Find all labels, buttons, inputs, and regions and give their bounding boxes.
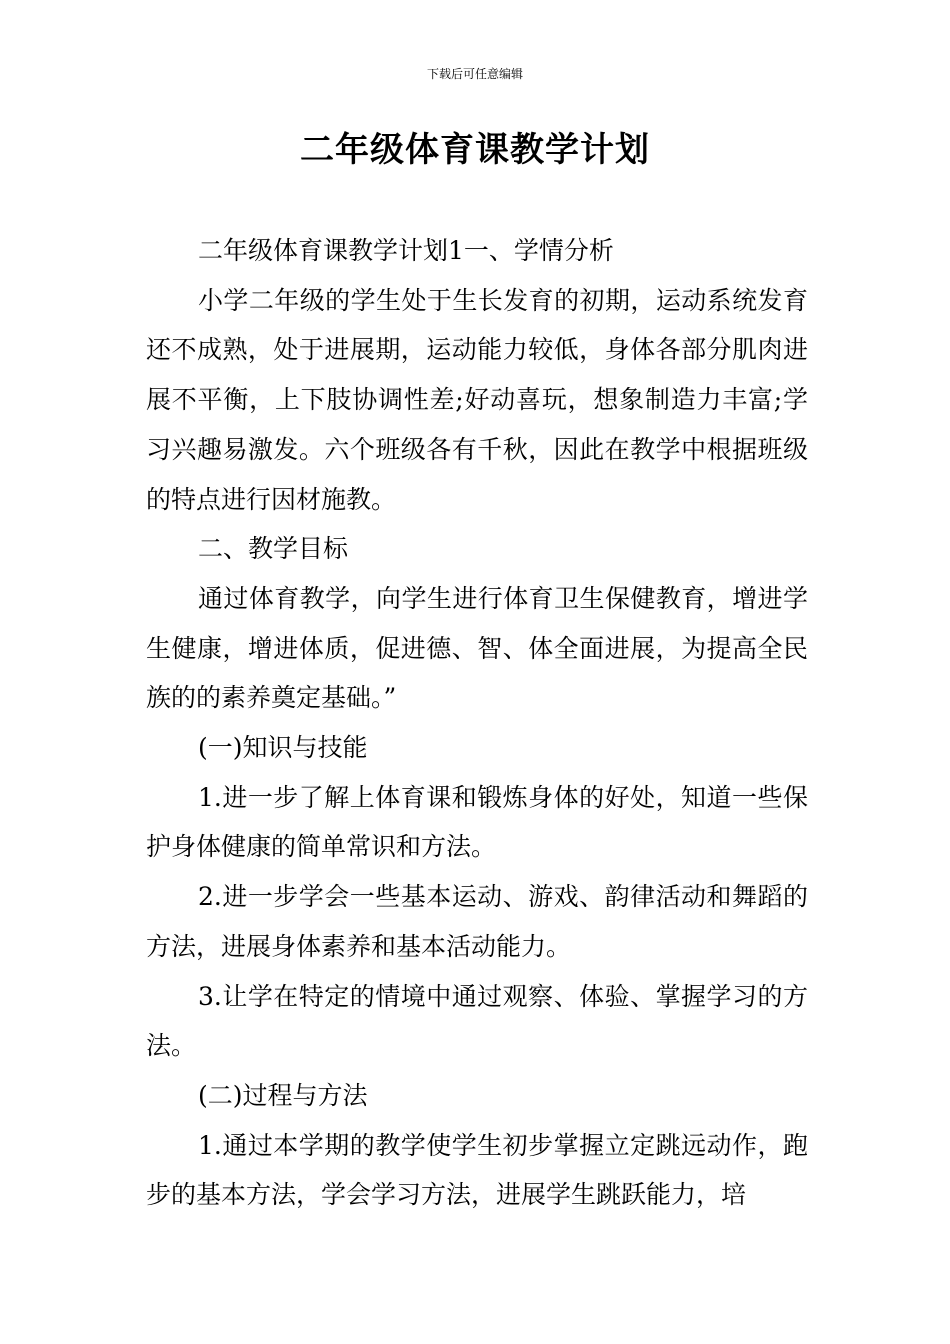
paragraph: 1.通过本学期的教学使学生初步掌握立定跳远动作，跑步的基本方法，学会学习方法，进展学生跳跃能力，培 bbox=[146, 1130, 808, 1210]
page-header-note: 下载后可任意编辑 bbox=[426, 67, 523, 81]
paragraph: (二)过程与方法 bbox=[198, 1080, 368, 1110]
paragraph: (一)知识与技能 bbox=[198, 733, 368, 763]
paragraph: 二、教学目标 bbox=[198, 534, 349, 564]
document-title: 二年级体育课教学计划 bbox=[300, 130, 650, 170]
document-body bbox=[146, 226, 808, 1220]
paragraph: 通过体育教学，向学生进行体育卫生保健教育，增进学生健康，增进体质，促进德、智、体全面进展，为提高全民族的的素养奠定基础。” bbox=[146, 583, 808, 713]
paragraph: 二年级体育课教学计划1一、学情分析 bbox=[198, 236, 614, 265]
paragraph: 小学二年级的学生处于生长发育的初期，运动系统发育还不成熟，处于进展期，运动能力较低，身体各部分肌肉进展不平衡，上下肢协调性差;好动喜玩，想象制造力丰富;学习兴趣易激发。六个班级各有千秋，因此在教学中根据班级的特点进行因材施教。 bbox=[146, 285, 808, 514]
paragraph: 3.让学在特定的情境中通过观察、体验、掌握学习的方法。 bbox=[146, 981, 808, 1061]
paragraph: 1.进一步了解上体育课和锻炼身体的好处，知道一些保护身体健康的简单常识和方法。 bbox=[146, 782, 808, 862]
paragraph: 2.进一步学会一些基本运动、游戏、韵律活动和舞蹈的方法，进展身体素养和基本活动能力。 bbox=[146, 882, 808, 961]
